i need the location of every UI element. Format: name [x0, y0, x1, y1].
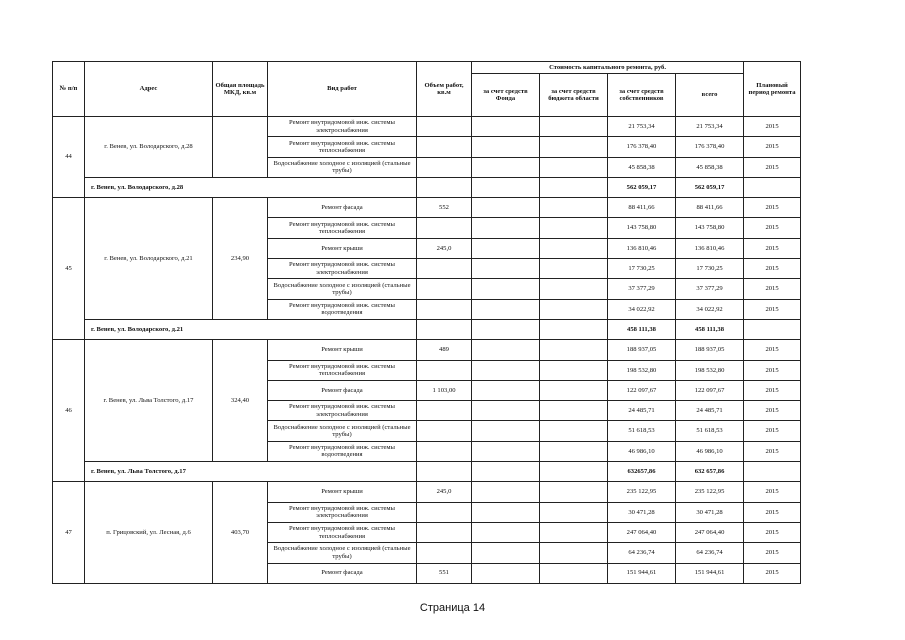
cell-work-type: Ремонт внутридомовой инж. системы электроснабжения: [268, 259, 417, 279]
cell-fund: [472, 198, 540, 218]
row-address: п. Грицовский, ул. Лесная, д.6: [85, 482, 213, 583]
cell-own: 17 730,25: [608, 259, 676, 279]
cell-volume: 489: [417, 340, 472, 360]
cell-budget: [540, 259, 608, 279]
table-row: [53, 198, 801, 218]
cell-period: 2015: [744, 157, 801, 177]
cell-own: 176 378,40: [608, 137, 676, 157]
header-area: Общая площадь МКД, кв.м: [213, 62, 268, 117]
cell-work-type: Ремонт внутридомовой инж. системы теплоснабжения: [268, 360, 417, 380]
cell-own: 88 411,66: [608, 198, 676, 218]
summary-total: 458 111,38: [676, 319, 744, 339]
summary-own: 562 059,17: [608, 177, 676, 197]
cell-period: 2015: [744, 340, 801, 360]
cell-total: 122 097,67: [676, 380, 744, 400]
cell-fund: [472, 462, 540, 482]
cell-volume: 245,0: [417, 482, 472, 502]
row-area: 234,90: [213, 198, 268, 320]
header-address: Адрес: [85, 62, 213, 117]
cell-period: 2015: [744, 421, 801, 441]
cell-total: 176 378,40: [676, 137, 744, 157]
header-total: всего: [676, 74, 744, 117]
cell-budget: [540, 218, 608, 238]
cell-fund: [472, 117, 540, 137]
row-area: 403,70: [213, 482, 268, 583]
cell-volume: [417, 360, 472, 380]
cell-period: 2015: [744, 299, 801, 319]
cell-period: 2015: [744, 238, 801, 258]
cell-period: 2015: [744, 117, 801, 137]
header-work: Вид работ: [268, 62, 417, 117]
cell-volume: [417, 319, 472, 339]
cell-volume: 552: [417, 198, 472, 218]
header-fund: за счет средств Фонда: [472, 74, 540, 117]
table-body: [53, 117, 801, 584]
cell-budget: [540, 462, 608, 482]
cell-volume: [417, 177, 472, 197]
cell-budget: [540, 482, 608, 502]
table-row: [53, 482, 801, 502]
cell-own: 24 485,71: [608, 401, 676, 421]
cell-total: 21 753,34: [676, 117, 744, 137]
cell-work-type: Ремонт внутридомовой инж. системы теплоснабжения: [268, 137, 417, 157]
cell-fund: [472, 238, 540, 258]
cell-volume: [417, 522, 472, 542]
cell-volume: 551: [417, 563, 472, 583]
cell-volume: [417, 543, 472, 563]
cell-total: 143 758,80: [676, 218, 744, 238]
cell-work-type: Ремонт крыши: [268, 238, 417, 258]
header-volume: Объем работ, кв.м: [417, 62, 472, 117]
cell-own: 151 944,61: [608, 563, 676, 583]
cell-total: 198 532,80: [676, 360, 744, 380]
cell-volume: [417, 137, 472, 157]
summary-label: г. Венев, ул. Льва Толстого, д.17: [85, 462, 417, 482]
cell-work-type: Ремонт внутридомовой инж. системы водоотведения: [268, 299, 417, 319]
cell-own: 45 858,38: [608, 157, 676, 177]
cell-fund: [472, 380, 540, 400]
cell-total: 235 122,95: [676, 482, 744, 502]
cell-volume: [417, 401, 472, 421]
cell-period: 2015: [744, 502, 801, 522]
cell-total: 188 937,05: [676, 340, 744, 360]
cell-work-type: Ремонт внутридомовой инж. системы электроснабжения: [268, 117, 417, 137]
cell-period: 2015: [744, 563, 801, 583]
row-number: 44: [53, 117, 85, 198]
cell-total: 51 618,53: [676, 421, 744, 441]
cell-own: 34 022,92: [608, 299, 676, 319]
repair-table: [52, 61, 801, 584]
header-num: № п/п: [53, 62, 85, 117]
cell-period: 2015: [744, 360, 801, 380]
cell-work-type: Водоснабжение холодное с изоляцией (стальные трубы): [268, 279, 417, 299]
cell-volume: [417, 421, 472, 441]
cell-period: 2015: [744, 218, 801, 238]
cell-work-type: Ремонт крыши: [268, 340, 417, 360]
cell-period: [744, 462, 801, 482]
cell-own: 143 758,80: [608, 218, 676, 238]
summary-label: г. Венев, ул. Володарского, д.28: [85, 177, 417, 197]
cell-period: 2015: [744, 543, 801, 563]
summary-own: 632657,86: [608, 462, 676, 482]
summary-label: г. Венев, ул. Володарского, д.21: [85, 319, 417, 339]
cell-period: 2015: [744, 137, 801, 157]
cell-period: [744, 319, 801, 339]
cell-volume: [417, 117, 472, 137]
summary-own: 458 111,38: [608, 319, 676, 339]
cell-budget: [540, 279, 608, 299]
cell-volume: [417, 441, 472, 461]
cell-budget: [540, 401, 608, 421]
cell-budget: [540, 238, 608, 258]
row-number: 46: [53, 340, 85, 482]
cell-total: 30 471,28: [676, 502, 744, 522]
cell-volume: [417, 259, 472, 279]
cell-budget: [540, 421, 608, 441]
row-number: 45: [53, 198, 85, 340]
cell-own: 51 618,53: [608, 421, 676, 441]
cell-volume: [417, 157, 472, 177]
cell-own: 188 937,05: [608, 340, 676, 360]
row-number: 47: [53, 482, 85, 583]
row-address: г. Венев, ул. Льва Толстого, д.17: [85, 340, 213, 462]
cell-budget: [540, 177, 608, 197]
table-row: [53, 117, 801, 137]
cell-fund: [472, 299, 540, 319]
cell-work-type: Ремонт внутридомовой инж. системы электроснабжения: [268, 401, 417, 421]
cell-budget: [540, 299, 608, 319]
cell-budget: [540, 380, 608, 400]
cell-work-type: Ремонт внутридомовой инж. системы электроснабжения: [268, 502, 417, 522]
cell-period: 2015: [744, 482, 801, 502]
cell-period: 2015: [744, 279, 801, 299]
cell-work-type: Ремонт крыши: [268, 482, 417, 502]
cell-budget: [540, 319, 608, 339]
cell-volume: 245,0: [417, 238, 472, 258]
cell-total: 64 236,74: [676, 543, 744, 563]
row-area: 324,40: [213, 340, 268, 462]
header-own: за счет средств собственников: [608, 74, 676, 117]
cell-total: 45 858,38: [676, 157, 744, 177]
summary-row: [53, 462, 801, 482]
cell-fund: [472, 401, 540, 421]
cell-fund: [472, 441, 540, 461]
cell-fund: [472, 259, 540, 279]
cell-period: 2015: [744, 198, 801, 218]
cell-fund: [472, 482, 540, 502]
cell-volume: 1 103,00: [417, 380, 472, 400]
cell-work-type: Ремонт внутридомовой инж. системы водоотведения: [268, 441, 417, 461]
cell-period: 2015: [744, 259, 801, 279]
cell-fund: [472, 522, 540, 542]
cell-own: 30 471,28: [608, 502, 676, 522]
page-number: Страница 14: [419, 602, 486, 614]
cell-work-type: Ремонт фасада: [268, 380, 417, 400]
cell-budget: [540, 198, 608, 218]
row-area: [213, 117, 268, 178]
summary-total: 632 657,86: [676, 462, 744, 482]
cell-volume: [417, 502, 472, 522]
cell-budget: [540, 117, 608, 137]
summary-row: [53, 177, 801, 197]
cell-fund: [472, 502, 540, 522]
cell-budget: [540, 360, 608, 380]
cell-fund: [472, 218, 540, 238]
cell-fund: [472, 157, 540, 177]
cell-fund: [472, 563, 540, 583]
cell-fund: [472, 360, 540, 380]
cell-budget: [540, 340, 608, 360]
cell-budget: [540, 137, 608, 157]
cell-work-type: Ремонт внутридомовой инж. системы теплоснабжения: [268, 218, 417, 238]
cell-total: 46 986,10: [676, 441, 744, 461]
cell-total: 247 064,40: [676, 522, 744, 542]
cell-own: 136 810,46: [608, 238, 676, 258]
cell-budget: [540, 441, 608, 461]
cell-volume: [417, 299, 472, 319]
cell-own: 198 532,80: [608, 360, 676, 380]
cell-work-type: Ремонт фасада: [268, 563, 417, 583]
header-period: Плановый период ремонта: [744, 62, 801, 117]
cell-own: 46 986,10: [608, 441, 676, 461]
table-row: [53, 340, 801, 360]
cell-period: 2015: [744, 380, 801, 400]
cell-volume: [417, 279, 472, 299]
cell-budget: [540, 157, 608, 177]
cell-own: 247 064,40: [608, 522, 676, 542]
cell-own: 235 122,95: [608, 482, 676, 502]
cell-work-type: Водоснабжение холодное с изоляцией (стальные трубы): [268, 543, 417, 563]
header-cost: Стоимость капитального ремонта, руб.: [472, 62, 744, 74]
cell-total: 37 377,29: [676, 279, 744, 299]
cell-work-type: Водоснабжение холодное с изоляцией (стальные трубы): [268, 157, 417, 177]
cell-period: 2015: [744, 522, 801, 542]
cell-fund: [472, 137, 540, 157]
cell-total: 88 411,66: [676, 198, 744, 218]
cell-work-type: Водоснабжение холодное с изоляцией (стальные трубы): [268, 421, 417, 441]
cell-own: 64 236,74: [608, 543, 676, 563]
cell-fund: [472, 421, 540, 441]
cell-fund: [472, 340, 540, 360]
cell-fund: [472, 177, 540, 197]
cell-total: 151 944,61: [676, 563, 744, 583]
cell-own: 122 097,67: [608, 380, 676, 400]
row-address: г. Венев, ул. Володарского, д.21: [85, 198, 213, 320]
cell-budget: [540, 502, 608, 522]
cell-work-type: Ремонт фасада: [268, 198, 417, 218]
summary-total: 562 059,17: [676, 177, 744, 197]
cell-own: 21 753,34: [608, 117, 676, 137]
cell-budget: [540, 563, 608, 583]
cell-total: 17 730,25: [676, 259, 744, 279]
header-budget: за счет средств бюджета области: [540, 74, 608, 117]
cell-fund: [472, 279, 540, 299]
cell-work-type: Ремонт внутридомовой инж. системы теплоснабжения: [268, 522, 417, 542]
cell-period: 2015: [744, 401, 801, 421]
cell-total: 136 810,46: [676, 238, 744, 258]
row-address: г. Венев, ул. Володарского, д.28: [85, 117, 213, 178]
summary-row: [53, 319, 801, 339]
cell-period: [744, 177, 801, 197]
cell-volume: [417, 218, 472, 238]
cell-fund: [472, 319, 540, 339]
cell-budget: [540, 543, 608, 563]
cell-volume: [417, 462, 472, 482]
cell-period: 2015: [744, 441, 801, 461]
cell-budget: [540, 522, 608, 542]
cell-total: 24 485,71: [676, 401, 744, 421]
cell-total: 34 022,92: [676, 299, 744, 319]
cell-fund: [472, 543, 540, 563]
cell-own: 37 377,29: [608, 279, 676, 299]
